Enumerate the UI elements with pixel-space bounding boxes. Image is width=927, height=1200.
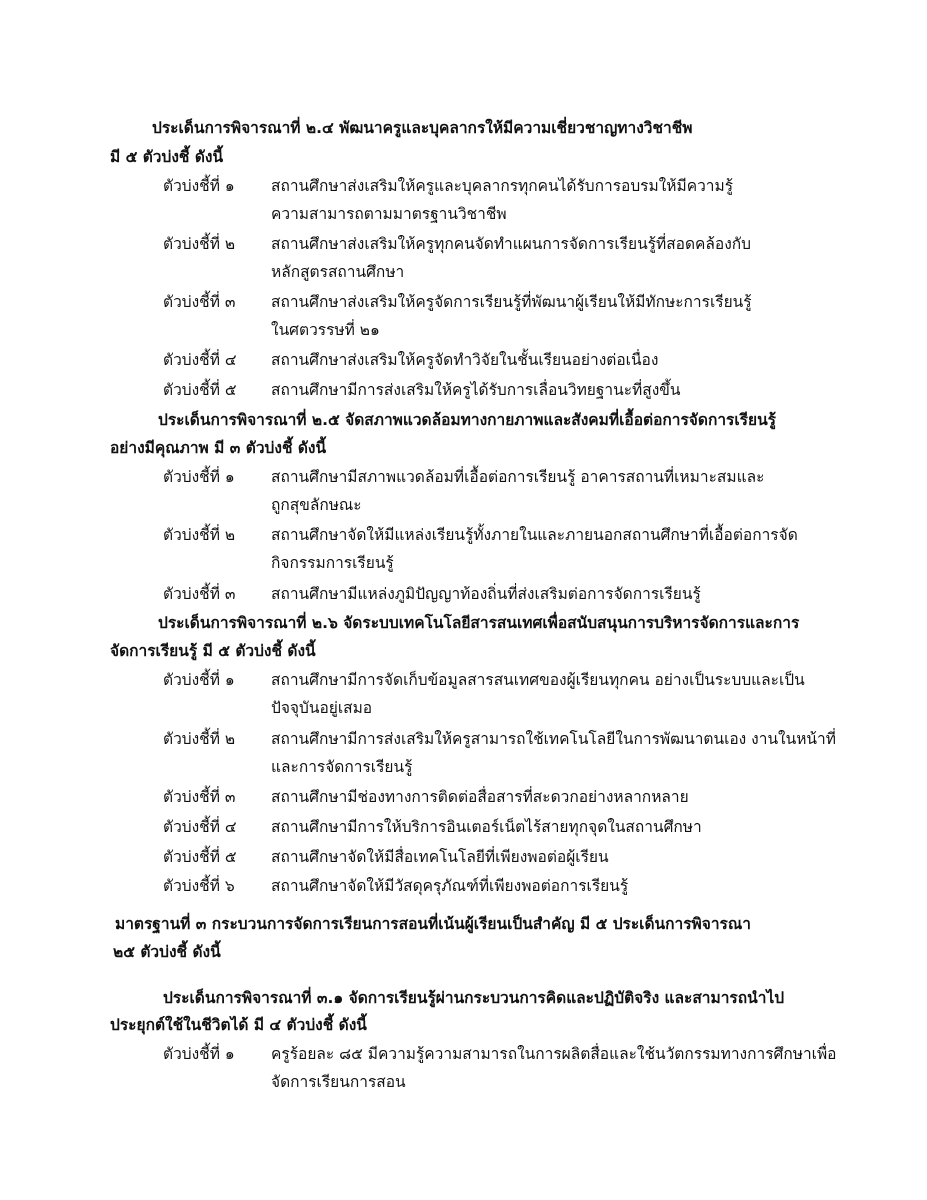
section-2-6-heading-cont: จัดการเรียนรู้ มี ๕ ตัวบ่งชี้ ดังนี้ (110, 642, 316, 660)
indicator-label: ตัวบ่งชี้ที่ ๑ (163, 468, 235, 486)
indicator-label: ตัวบ่งชี้ที่ ๔ (163, 818, 237, 836)
indicator-text: สถานศึกษาส่งเสริมให้ครูจัดการเรียนรู้ที่พัฒนาผู้เรียนให้มีทักษะการเรียนรู้ (271, 293, 752, 311)
section-3-1-heading: ประเด็นการพิจารณาที่ ๓.๑ จัดการเรียนรู้ผ่านกระบวนการคิดและปฏิบัติจริง และสามารถนำไป (163, 989, 785, 1007)
indicator-text: สถานศึกษามีช่องทางการติดต่อสื่อสารที่สะดวกอย่างหลากหลาย (271, 788, 689, 806)
standard-3-heading-cont: ๒๕ ตัวบ่งชี้ ดังนี้ (113, 943, 221, 961)
indicator-text-cont: กิจกรรมการเรียนรู้ (271, 554, 394, 572)
indicator-text: สถานศึกษาจัดให้มีแหล่งเรียนรู้ทั้งภายในและภายนอกสถานศึกษาที่เอื้อต่อการจัด (271, 526, 798, 544)
indicator-label: ตัวบ่งชี้ที่ ๕ (163, 848, 237, 866)
section-2-4-heading-cont: มี ๕ ตัวบ่งชี้ ดังนี้ (110, 148, 224, 166)
indicator-text: สถานศึกษามีแหล่งภูมิปัญญาท้องถิ่นที่ส่งเสริมต่อการจัดการเรียนรู้ (271, 585, 701, 603)
indicator-label: ตัวบ่งชี้ที่ ๑ (163, 177, 235, 195)
indicator-label: ตัวบ่งชี้ที่ ๕ (163, 381, 237, 399)
indicator-text: สถานศึกษาส่งเสริมให้ครูและบุคลากรทุกคนได้รับการอบรมให้มีความรู้ (271, 177, 734, 195)
indicator-text: สถานศึกษาจัดให้มีวัสดุครุภัณฑ์ที่เพียงพอต่อการเรียนรู้ (271, 877, 629, 895)
indicator-text: สถานศึกษามีการส่งเสริมให้ครูสามารถใช้เทคโนโลยีในการพัฒนาตนเอง งานในหน้าที่ (271, 730, 836, 748)
indicator-text: สถานศึกษามีการส่งเสริมให้ครูได้รับการเลื่อนวิทยฐานะที่สูงขึ้น (271, 381, 681, 399)
indicator-label: ตัวบ่งชี้ที่ ๖ (163, 877, 235, 895)
indicator-label: ตัวบ่งชี้ที่ ๒ (163, 235, 236, 253)
indicator-text: สถานศึกษามีสภาพแวดล้อมที่เอื้อต่อการเรียนรู้ อาคารสถานที่เหมาะสมและ (271, 468, 765, 486)
standard-3-heading: มาตรฐานที่ ๓ กระบวนการจัดการเรียนการสอนที่เน้นผู้เรียนเป็นสำคัญ มี ๕ ประเด็นการพิจารณา (115, 915, 751, 933)
indicator-text-cont: จัดการเรียนการสอน (271, 1073, 406, 1091)
indicator-label: ตัวบ่งชี้ที่ ๔ (163, 351, 237, 369)
indicator-text: ครูร้อยละ ๘๕ มีความรู้ความสามารถในการผลิตสื่อและใช้นวัตกรรมทางการศึกษาเพื่อ (271, 1045, 837, 1063)
indicator-text: สถานศึกษามีการให้บริการอินเตอร์เน็ตไร้สายทุกจุดในสถานศึกษา (271, 818, 702, 836)
indicator-text-cont: ความสามารถตามมาตรฐานวิชาชีพ (271, 205, 507, 223)
indicator-text-cont: ถูกสุขลักษณะ (271, 496, 362, 514)
indicator-text: สถานศึกษาส่งเสริมให้ครูจัดทำวิจัยในชั้นเรียนอย่างต่อเนื่อง (271, 351, 659, 369)
indicator-label: ตัวบ่งชี้ที่ ๓ (163, 788, 236, 806)
indicator-label: ตัวบ่งชี้ที่ ๑ (163, 1045, 235, 1063)
indicator-text: สถานศึกษาจัดให้มีสื่อเทคโนโลยีที่เพียงพอต่อผู้เรียน (271, 848, 609, 866)
indicator-label: ตัวบ่งชี้ที่ ๒ (163, 730, 236, 748)
section-3-1-heading-cont: ประยุกต์ใช้ในชีวิตได้ มี ๔ ตัวบ่งชี้ ดังนี้ (110, 1016, 367, 1034)
indicator-text-cont: ปัจจุบันอยู่เสมอ (271, 699, 373, 717)
indicator-text-cont: และการจัดการเรียนรู้ (271, 758, 413, 776)
indicator-label: ตัวบ่งชี้ที่ ๒ (163, 526, 236, 544)
section-2-6-heading: ประเด็นการพิจารณาที่ ๒.๖ จัดระบบเทคโนโลยีสารสนเทศเพื่อสนับสนุนการบริหารจัดการและการ (158, 614, 800, 632)
indicator-label: ตัวบ่งชี้ที่ ๓ (163, 293, 236, 311)
indicator-text: สถานศึกษาส่งเสริมให้ครูทุกคนจัดทำแผนการจัดการเรียนรู้ที่สอดคล้องกับ (271, 235, 752, 253)
indicator-text: สถานศึกษามีการจัดเก็บข้อมูลสารสนเทศของผู้เรียนทุกคน อย่างเป็นระบบและเป็น (271, 671, 805, 689)
indicator-text-cont: ในศตวรรษที่ ๒๑ (271, 321, 380, 339)
indicator-text-cont: หลักสูตรสถานศึกษา (271, 263, 405, 281)
section-2-5-heading: ประเด็นการพิจารณาที่ ๒.๕ จัดสภาพแวดล้อมทางกายภาพและสังคมที่เอื้อต่อการจัดการเรียนรู้ (158, 411, 776, 429)
section-2-4-heading: ประเด็นการพิจารณาที่ ๒.๔ พัฒนาครูและบุคลากรให้มีความเชี่ยวชาญทางวิชาชีพ (152, 119, 693, 137)
section-2-5-heading-cont: อย่างมีคุณภาพ มี ๓ ตัวบ่งชี้ ดังนี้ (110, 439, 327, 457)
indicator-label: ตัวบ่งชี้ที่ ๑ (163, 671, 235, 689)
indicator-label: ตัวบ่งชี้ที่ ๓ (163, 585, 236, 603)
